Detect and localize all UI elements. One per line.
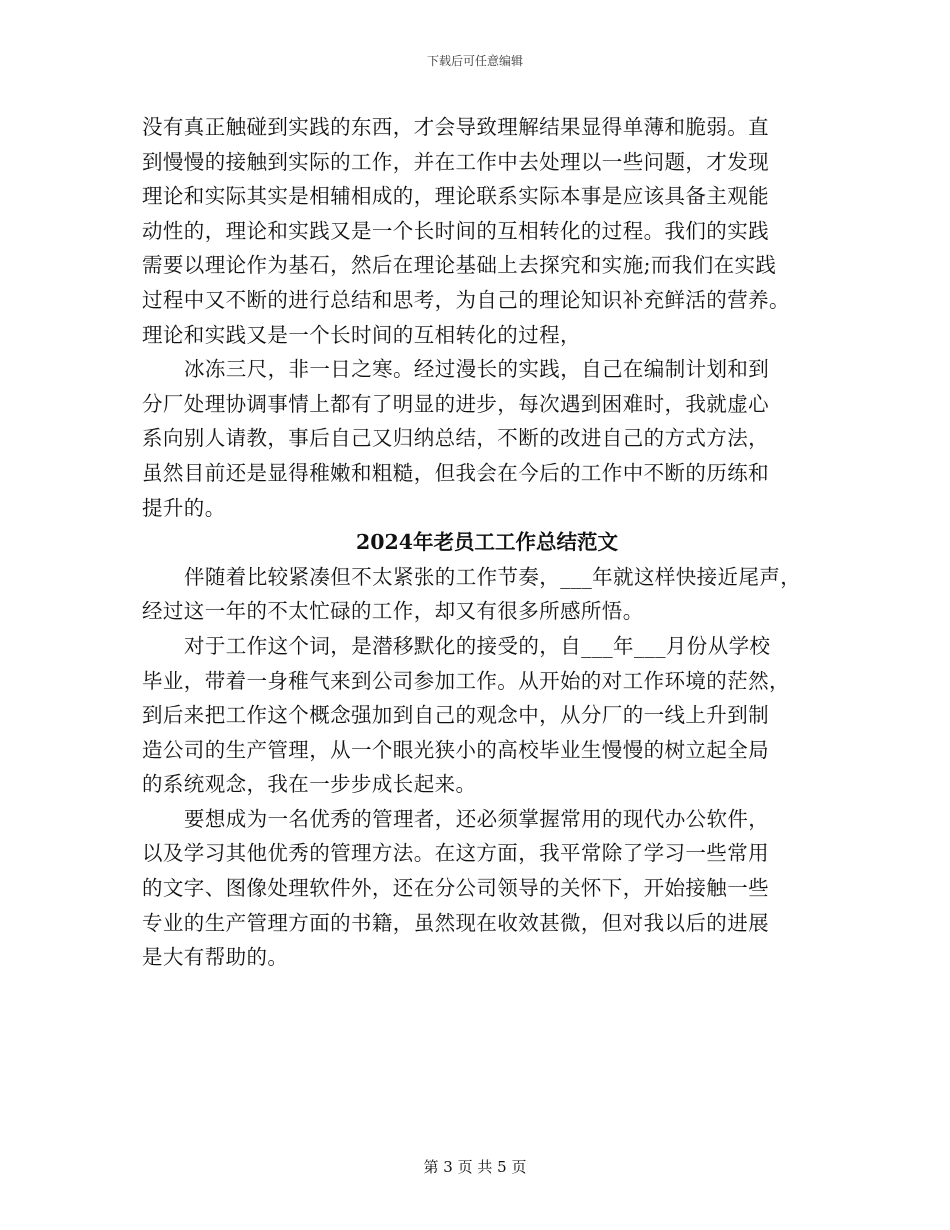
text-line: 要想成为一名优秀的管理者，还必须掌握常用的现代办公软件， xyxy=(184,806,770,831)
paragraph-work xyxy=(142,629,842,802)
text-line: 理论和实践又是一个长时间的互相转化的过程， xyxy=(142,322,581,347)
document-body xyxy=(142,110,842,975)
text-line: 到后来把工作这个概念强加到自己的观念中，从分厂的一线上升到制 xyxy=(142,703,769,728)
text-line: 造公司的生产管理，从一个眼光狭小的高校毕业生慢慢的树立起全局 xyxy=(142,737,769,762)
text-line: 经过这一年的不太忙碌的工作，却又有很多所感所悟。 xyxy=(142,599,644,624)
text-line: 是大有帮助的。 xyxy=(142,945,289,970)
text-line: 的系统观念，我在一步步成长起来。 xyxy=(142,772,477,797)
paragraph-continuation xyxy=(142,110,842,352)
text-line: 动性的，理论和实践又是一个长时间的互相转化的过程。我们的实践 xyxy=(142,218,769,243)
text-line: 需要以理论作为基石，然后在理论基础上去探究和实施;而我们在实践 xyxy=(142,253,777,278)
text-line: 过程中又不断的进行总结和思考，为自己的理论知识补充鲜活的营养。 xyxy=(142,287,790,312)
text-line: 的文字、图像处理软件外，还在分公司领导的关怀下，开始接触一些 xyxy=(142,876,769,901)
paragraph-management xyxy=(142,802,842,975)
text-line: 系向别人请教，事后自己又归纳总结，不断的改进自己的方式方法， xyxy=(142,426,769,451)
text-line: 毕业，带着一身稚气来到公司参加工作。从开始的对工作环境的茫然， xyxy=(142,668,790,693)
text-line: 专业的生产管理方面的书籍，虽然现在收效甚微，但对我以后的进展 xyxy=(142,910,769,935)
article-title: 2024年老员工工作总结范文 xyxy=(355,530,619,555)
text-line: 以及学习其他优秀的管理方法。在这方面，我平常除了学习一些常用 xyxy=(142,841,769,866)
text-line: 虽然目前还是显得稚嫩和粗糙，但我会在今后的工作中不断的历练和 xyxy=(142,460,769,485)
page-header-note: 下载后可任意编辑 xyxy=(426,54,523,68)
paragraph-intro xyxy=(142,560,842,629)
text-line: 理论和实际其实是相辅相成的，理论联系实际本事是应该具备主观能 xyxy=(142,184,769,209)
text-line: 没有真正触碰到实践的东西，才会导致理解结果显得单薄和脆弱。直 xyxy=(142,115,769,139)
paragraph-practice xyxy=(142,352,842,525)
text-line: 冰冻三尺，非一日之寒。经过漫长的实践，自己在编制计划和到 xyxy=(184,357,770,382)
text-line: 对于工作这个词，是潜移默化的接受的，自___年___月份从学校 xyxy=(184,633,771,658)
text-line: 到慢慢的接触到实际的工作，并在工作中去处理以一些问题，才发现 xyxy=(142,149,769,174)
text-line: 分厂处理协调事情上都有了明显的进步，每次遇到困难时，我就虚心 xyxy=(142,391,769,416)
text-line: 伴随着比较紧凑但不太紧张的工作节奏，___年就这样快接近尾声， xyxy=(184,564,802,589)
page-number: 第 3 页 共 5 页 xyxy=(423,1158,527,1176)
text-line: 提升的。 xyxy=(142,495,226,520)
